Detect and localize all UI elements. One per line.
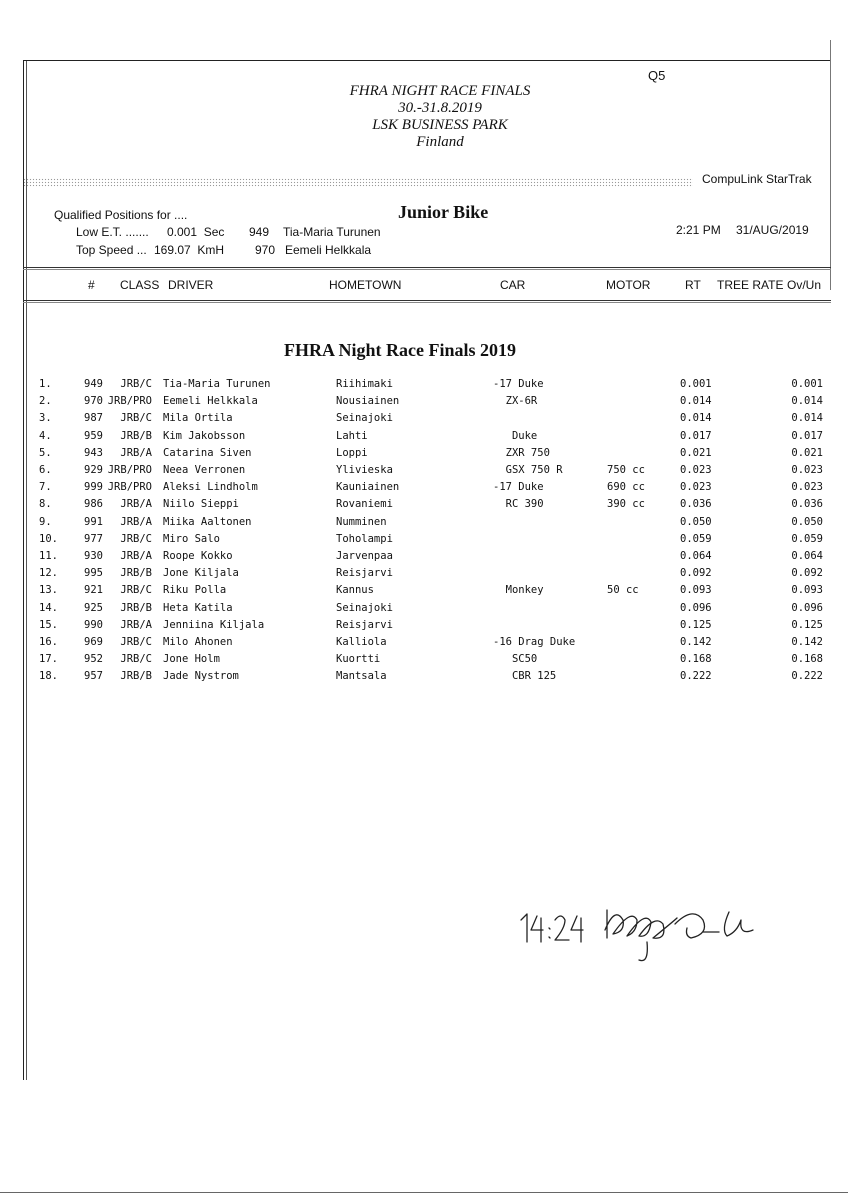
result-number: 925: [84, 601, 103, 614]
result-hometown: Kannus: [336, 584, 374, 597]
result-position: 1.: [39, 378, 52, 390]
table-row: [0, 653, 848, 670]
result-position: 10.: [39, 532, 58, 545]
result-position: 12.: [39, 567, 58, 580]
col-motor: MOTOR: [606, 278, 651, 292]
result-hometown: Riihimaki: [336, 378, 393, 390]
result-rt: 0.093: [680, 584, 712, 597]
result-hometown: Kalliola: [336, 636, 387, 648]
result-hometown: Kauniainen: [336, 481, 400, 494]
result-ovun: 0.001: [791, 378, 823, 390]
result-position: 18.: [39, 670, 58, 683]
page-frame-top: [23, 60, 831, 61]
class-name: Junior Bike: [398, 202, 489, 222]
table-row: [0, 670, 848, 687]
table-row: [0, 464, 848, 481]
event-title: FHRA NIGHT RACE FINALS: [349, 83, 531, 99]
result-position: 2.: [39, 395, 52, 408]
result-hometown: Seinajoki: [336, 412, 393, 425]
header-rule-bottom-2: [23, 302, 831, 303]
result-class: JRB/B: [120, 567, 152, 580]
result-ovun: 0.014: [791, 395, 823, 408]
result-car: ZX-6R: [493, 395, 538, 408]
result-driver: Niilo Sieppi: [163, 498, 239, 511]
result-driver: Milo Ahonen: [163, 636, 233, 648]
result-class: JRB/A: [120, 515, 152, 528]
result-ovun: 0.096: [791, 601, 823, 614]
result-class: JRB/C: [120, 584, 152, 597]
result-number: 957: [84, 670, 103, 683]
event-dates: 30.-31.8.2019: [398, 100, 482, 116]
result-position: 15.: [39, 618, 58, 631]
result-car: Monkey: [493, 584, 544, 597]
result-class: JRB/C: [120, 378, 152, 390]
result-rt: 0.168: [680, 653, 712, 666]
result-ovun: 0.093: [791, 584, 823, 597]
result-rt: 0.023: [680, 464, 712, 476]
result-number: 995: [84, 567, 103, 580]
handwritten-signature-icon: [515, 890, 760, 970]
result-number: 999: [84, 481, 103, 494]
result-driver: Riku Polla: [163, 584, 227, 597]
result-number: 949: [84, 378, 103, 390]
table-row: [0, 395, 848, 412]
result-motor: 690 cc: [607, 481, 645, 494]
result-driver: Roope Kokko: [163, 550, 233, 562]
col-num: #: [88, 278, 95, 292]
result-class: JRB/PRO: [107, 464, 152, 476]
table-row: [0, 430, 848, 447]
table-row: [0, 533, 848, 550]
result-position: 3.: [39, 412, 52, 425]
result-class: JRB/C: [120, 532, 152, 545]
table-row: [0, 550, 848, 567]
document-code: Q5: [648, 68, 666, 83]
result-car: -17 Duke: [493, 378, 544, 390]
result-car: -16 Drag Duke: [493, 636, 576, 648]
low-et-number: 949: [249, 225, 270, 239]
result-rt: 0.125: [680, 618, 712, 631]
col-class: CLASS: [120, 278, 160, 292]
result-class: JRB/B: [120, 601, 152, 614]
header-rule-top-2: [23, 269, 831, 270]
result-rt: 0.036: [680, 498, 712, 511]
result-number: 943: [84, 446, 103, 459]
report-date: 31/AUG/2019: [736, 223, 809, 237]
table-row: [0, 602, 848, 619]
table-row: [0, 481, 848, 498]
result-driver: Jone Holm: [163, 653, 220, 666]
page-frame-right: [830, 40, 831, 290]
result-ovun: 0.059: [791, 532, 823, 545]
event-country: Finland: [416, 134, 464, 150]
result-ovun: 0.017: [791, 429, 823, 442]
result-ovun: 0.064: [791, 550, 823, 562]
col-tree-rate: TREE RATE: [717, 278, 784, 292]
result-position: 11.: [39, 550, 58, 562]
result-position: 7.: [39, 481, 52, 494]
result-class: JRB/A: [120, 618, 152, 631]
result-number: 969: [84, 636, 103, 648]
result-rt: 0.021: [680, 446, 712, 459]
result-rt: 0.001: [680, 378, 712, 390]
table-row: [0, 447, 848, 464]
result-hometown: Toholampi: [336, 532, 393, 545]
result-driver: Jenniina Kiljala: [163, 618, 265, 631]
event-venue: LSK BUSINESS PARK: [372, 117, 508, 133]
table-row: [0, 378, 848, 395]
result-rt: 0.014: [680, 395, 712, 408]
header-rule-bottom: [23, 300, 831, 301]
result-car: SC50: [493, 653, 538, 666]
result-number: 930: [84, 550, 103, 562]
result-ovun: 0.036: [791, 498, 823, 511]
result-ovun: 0.168: [791, 653, 823, 666]
result-number: 977: [84, 532, 103, 545]
result-number: 929: [84, 464, 103, 476]
result-number: 921: [84, 584, 103, 597]
result-ovun: 0.222: [791, 670, 823, 683]
result-hometown: Jarvenpaa: [336, 550, 393, 562]
result-class: JRB/A: [120, 550, 152, 562]
result-hometown: Seinajoki: [336, 601, 393, 614]
top-speed-label: Top Speed ...: [76, 243, 147, 257]
result-rt: 0.222: [680, 670, 712, 683]
result-rt: 0.017: [680, 429, 712, 442]
col-driver: DRIVER: [168, 278, 214, 292]
table-row: [0, 516, 848, 533]
result-rt: 0.014: [680, 412, 712, 425]
top-speed-number: 970: [255, 243, 276, 257]
col-ovun: Ov/Un: [787, 278, 822, 292]
result-hometown: Kuortti: [336, 653, 381, 666]
result-driver: Miika Aaltonen: [163, 515, 252, 528]
result-car: RC 390: [493, 498, 544, 511]
result-ovun: 0.142: [791, 636, 823, 648]
result-position: 13.: [39, 584, 58, 597]
result-rt: 0.092: [680, 567, 712, 580]
result-hometown: Lahti: [336, 429, 368, 442]
qualified-label: Qualified Positions for ....: [54, 208, 188, 222]
result-number: 959: [84, 429, 103, 442]
result-rt: 0.059: [680, 532, 712, 545]
result-rt: 0.064: [680, 550, 712, 562]
result-number: 990: [84, 618, 103, 631]
result-number: 970: [84, 395, 103, 408]
top-speed-driver: Eemeli Helkkala: [285, 243, 372, 257]
result-position: 8.: [39, 498, 52, 511]
col-hometown: HOMETOWN: [329, 278, 402, 292]
result-driver: Eemeli Helkkala: [163, 395, 258, 408]
result-driver: Neea Verronen: [163, 464, 246, 476]
result-class: JRB/PRO: [107, 395, 152, 408]
result-car: -17 Duke: [493, 481, 544, 494]
result-ovun: 0.023: [791, 464, 823, 476]
result-class: JRB/C: [120, 412, 152, 425]
result-driver: Catarina Siven: [163, 446, 252, 459]
result-position: 17.: [39, 653, 58, 666]
top-speed-value: 169.07 KmH: [154, 243, 225, 257]
result-hometown: Rovaniemi: [336, 498, 393, 511]
result-driver: Jone Kiljala: [163, 567, 239, 580]
low-et-driver: Tia-Maria Turunen: [283, 225, 381, 239]
result-ovun: 0.092: [791, 567, 823, 580]
result-ovun: 0.021: [791, 446, 823, 459]
result-motor: 750 cc: [607, 464, 645, 476]
result-driver: Mila Ortila: [163, 412, 233, 425]
table-row: [0, 412, 848, 429]
result-hometown: Reisjarvi: [336, 567, 393, 580]
low-et-label: Low E.T. .......: [76, 225, 149, 239]
result-rt: 0.050: [680, 515, 712, 528]
result-position: 5.: [39, 446, 52, 459]
header-rule-top: [23, 267, 831, 268]
result-car: Duke: [493, 429, 538, 442]
report-time: 2:21 PM: [676, 223, 721, 237]
timing-system: CompuLink StarTrak: [702, 172, 812, 186]
result-class: JRB/B: [120, 670, 152, 683]
result-number: 987: [84, 412, 103, 425]
table-row: [0, 584, 848, 601]
result-position: 4.: [39, 429, 52, 442]
result-number: 991: [84, 515, 103, 528]
result-hometown: Loppi: [336, 446, 368, 459]
result-ovun: 0.014: [791, 412, 823, 425]
table-row: [0, 498, 848, 515]
result-position: 6.: [39, 464, 52, 476]
result-class: JRB/A: [120, 446, 152, 459]
result-car: CBR 125: [493, 670, 557, 683]
result-number: 952: [84, 653, 103, 666]
result-hometown: Ylivieska: [336, 464, 393, 476]
result-hometown: Reisjarvi: [336, 618, 393, 631]
result-motor: 390 cc: [607, 498, 645, 511]
page-frame-bottom: [0, 1192, 848, 1193]
table-row: [0, 619, 848, 636]
result-hometown: Numminen: [336, 515, 387, 528]
result-driver: Miro Salo: [163, 532, 220, 545]
result-class: JRB/PRO: [107, 481, 152, 494]
result-rt: 0.023: [680, 481, 712, 494]
result-class: JRB/C: [120, 636, 152, 648]
table-row: [0, 567, 848, 584]
result-class: JRB/C: [120, 653, 152, 666]
result-class: JRB/B: [120, 429, 152, 442]
race-title: FHRA Night Race Finals 2019: [284, 340, 516, 360]
result-ovun: 0.050: [791, 515, 823, 528]
result-position: 9.: [39, 515, 52, 528]
low-et-value: 0.001 Sec: [167, 225, 225, 239]
result-rt: 0.142: [680, 636, 712, 648]
result-driver: Kim Jakobsson: [163, 429, 246, 442]
result-motor: 50 cc: [607, 584, 639, 597]
result-driver: Tia-Maria Turunen: [163, 378, 271, 390]
result-number: 986: [84, 498, 103, 511]
result-ovun: 0.023: [791, 481, 823, 494]
col-car: CAR: [500, 278, 526, 292]
result-rt: 0.096: [680, 601, 712, 614]
col-rt: RT: [685, 278, 701, 292]
result-class: JRB/A: [120, 498, 152, 511]
table-row: [0, 636, 848, 653]
result-driver: Heta Katila: [163, 601, 233, 614]
result-position: 16.: [39, 636, 58, 648]
dotted-separator: [23, 178, 693, 187]
result-car: ZXR 750: [493, 446, 550, 459]
result-hometown: Mantsala: [336, 670, 387, 683]
result-driver: Aleksi Lindholm: [163, 481, 258, 494]
result-car: GSX 750 R: [493, 464, 563, 476]
result-position: 14.: [39, 601, 58, 614]
result-ovun: 0.125: [791, 618, 823, 631]
result-driver: Jade Nystrom: [163, 670, 239, 683]
result-hometown: Nousiainen: [336, 395, 400, 408]
